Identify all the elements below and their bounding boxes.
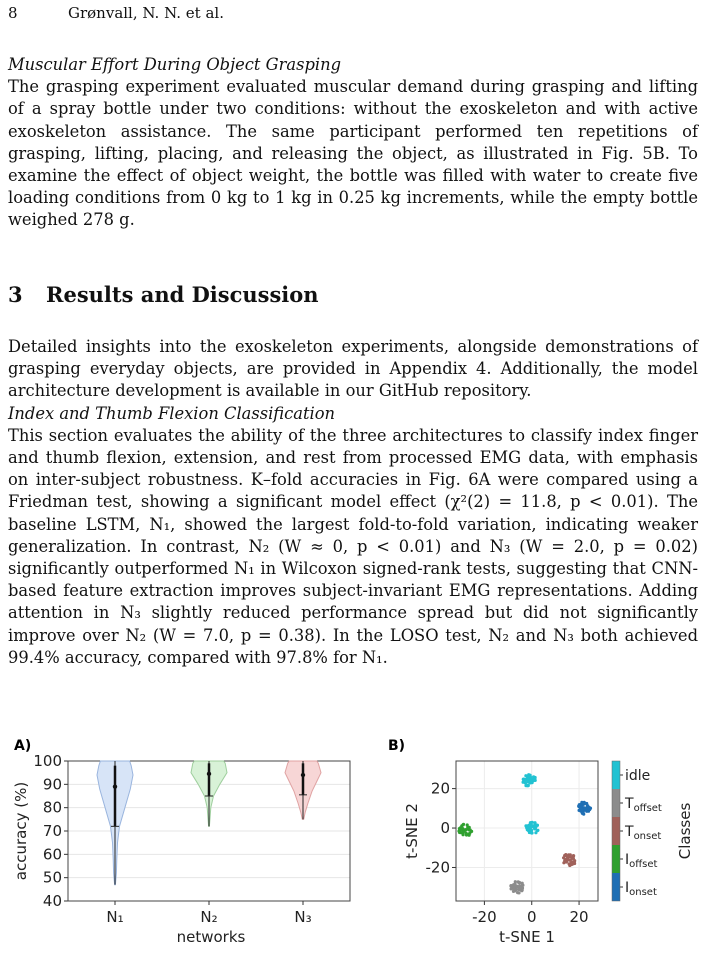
- tsne-point: [465, 833, 468, 836]
- y-axis-label-a: accuracy (%): [12, 781, 30, 881]
- colorbar-label-subscript: offset: [633, 803, 662, 814]
- y-axis-label-b: t-SNE 2: [403, 803, 421, 859]
- colorbar-label: idle: [625, 768, 651, 784]
- violin-median: [301, 773, 305, 777]
- figure-6: [0, 728, 705, 968]
- colorbar-segment: [612, 873, 620, 901]
- colorbar-label: $I_{offset}$: [625, 852, 658, 870]
- colorbar-segment: [612, 817, 620, 845]
- y-tick-label: 0: [440, 819, 450, 838]
- tsne-point: [461, 827, 464, 830]
- tsne-point: [466, 823, 469, 826]
- x-axis-label-b: t-SNE 1: [499, 928, 555, 946]
- tsne-point: [565, 859, 568, 862]
- tsne-point: [521, 884, 524, 887]
- x-tick-label: 20: [569, 908, 589, 926]
- tsne-point: [530, 831, 533, 834]
- section-title: Results and Discussion: [46, 282, 319, 307]
- results-intro: Detailed insights into the exoskeleton experiments, alongside demonstrations of grasping everyday objects, are provided in Appendix 4. Additionally, the model architecture development is available in our GitHub repository.: [8, 337, 698, 401]
- y-tick-label: -20: [425, 858, 450, 877]
- section-number: 3: [8, 282, 23, 307]
- y-tick-label: 90: [42, 775, 62, 794]
- grasp-paragraph: [8, 54, 698, 232]
- tsne-point: [568, 854, 571, 857]
- y-tick-label: 100: [33, 752, 62, 770]
- tsne-point: [570, 862, 573, 865]
- figure-svg: [0, 728, 705, 968]
- classification-text: This section evaluates the ability of the three architectures to classify index finger and thumb flexion, extension, and rest from processed EMG data, with emphasis on inter-subject robustness. K–fold accuracies in Fig. 6A were compared using a Friedman test, showing a significant model effect (χ²(2) = 11.8, p < 0.01). The baseline LSTM, N₁, showed the largest fold-to-fold variation, indicating weaker generalization. In contrast, N₂ (W ≈ 0, p < 0.01) and N₃ (W = 2.0, p = 0.02) significantly outperformed N₁ in Wilcoxon signed-rank tests, suggesting that CNN-based feature extraction improves subject-invariant EMG representations. Adding attention in N₃ slightly reduced performance spread but did not significantly improve over N₂ (W = 7.0, p = 0.38). In the LOSO test, N₂ and N₃ both achieved 99.4% accuracy, compared with 97.8% for N₁.: [8, 425, 698, 667]
- colorbar-title: Classes: [676, 802, 694, 860]
- y-tick-label: 60: [42, 845, 62, 864]
- tsne-point: [529, 821, 532, 824]
- tsne-point: [461, 831, 464, 834]
- colorbar-segment: [612, 761, 620, 789]
- grasp-text: The grasping experiment evaluated muscular demand during grasping and lifting of a spray bottle under two conditions: without the exoskeleton and with active exoskeleton assistance. The same participant performed ten repetitions of grasping, lifting, placing, and releasing the object, as illustrated in Fig. 5B. To examine the effect of object weight, the bottle was filled with water to create five loading conditions from 0 kg to 1 kg in 0.25 kg increments, while the empty bottle weighed 278 g.: [8, 77, 698, 230]
- tsne-point: [536, 829, 539, 832]
- violin-median: [207, 772, 211, 776]
- colorbar-segment: [612, 845, 620, 873]
- colorbar-label: $T_{offset}$: [625, 796, 662, 814]
- section-heading: [8, 282, 319, 307]
- violin-median: [113, 784, 117, 788]
- tsne-point: [517, 880, 520, 883]
- tsne-point: [524, 774, 527, 777]
- tsne-point: [580, 808, 583, 811]
- tsne-point: [533, 778, 536, 781]
- tsne-point: [572, 857, 575, 860]
- panel-a-label: A): [14, 738, 32, 754]
- tsne-point: [518, 887, 521, 890]
- results-paragraph: [8, 336, 698, 669]
- colorbar-label: $T_{onset}$: [625, 824, 662, 842]
- x-tick-label: N₃: [294, 908, 312, 926]
- tsne-point: [524, 778, 527, 781]
- grasp-subheading: Muscular Effort During Object Grasping: [8, 55, 342, 74]
- tsne-point: [587, 806, 590, 809]
- tsne-point: [527, 784, 530, 787]
- colorbar-label-subscript: onset: [633, 831, 662, 842]
- tsne-point: [526, 825, 529, 828]
- x-axis-label-a: networks: [176, 928, 246, 946]
- y-tick-label: 40: [42, 892, 62, 910]
- y-tick-label: 20: [430, 779, 450, 798]
- running-authors: Grønvall, N. N. et al.: [68, 4, 224, 22]
- page-header: [8, 4, 224, 22]
- classification-subheading: Index and Thumb Flexion Classification: [8, 403, 335, 423]
- x-tick-label: -20: [472, 908, 497, 926]
- tsne-point: [458, 827, 461, 830]
- x-tick-label: N₂: [200, 908, 218, 926]
- tsne-point: [516, 891, 519, 894]
- colorbar-label: $I_{onset}$: [625, 880, 657, 898]
- tsne-point: [468, 832, 471, 835]
- x-tick-label: 0: [526, 908, 537, 926]
- panel-b-label: B): [388, 738, 406, 754]
- x-tick-label: N₁: [106, 908, 124, 926]
- tsne-point: [582, 803, 585, 806]
- tsne-point: [583, 807, 586, 810]
- tsne-point: [564, 853, 567, 856]
- y-tick-label: 80: [42, 798, 62, 817]
- colorbar-label-subscript: offset: [629, 859, 658, 870]
- tsne-point: [515, 885, 518, 888]
- tsne-point: [529, 776, 532, 779]
- colorbar-label-subscript: onset: [629, 887, 657, 898]
- tsne-point: [581, 812, 584, 815]
- colorbar-segment: [612, 789, 620, 817]
- tsne-point: [522, 781, 525, 784]
- page-number: 8: [8, 4, 18, 22]
- y-tick-label: 50: [42, 868, 62, 887]
- y-tick-label: 70: [42, 822, 62, 840]
